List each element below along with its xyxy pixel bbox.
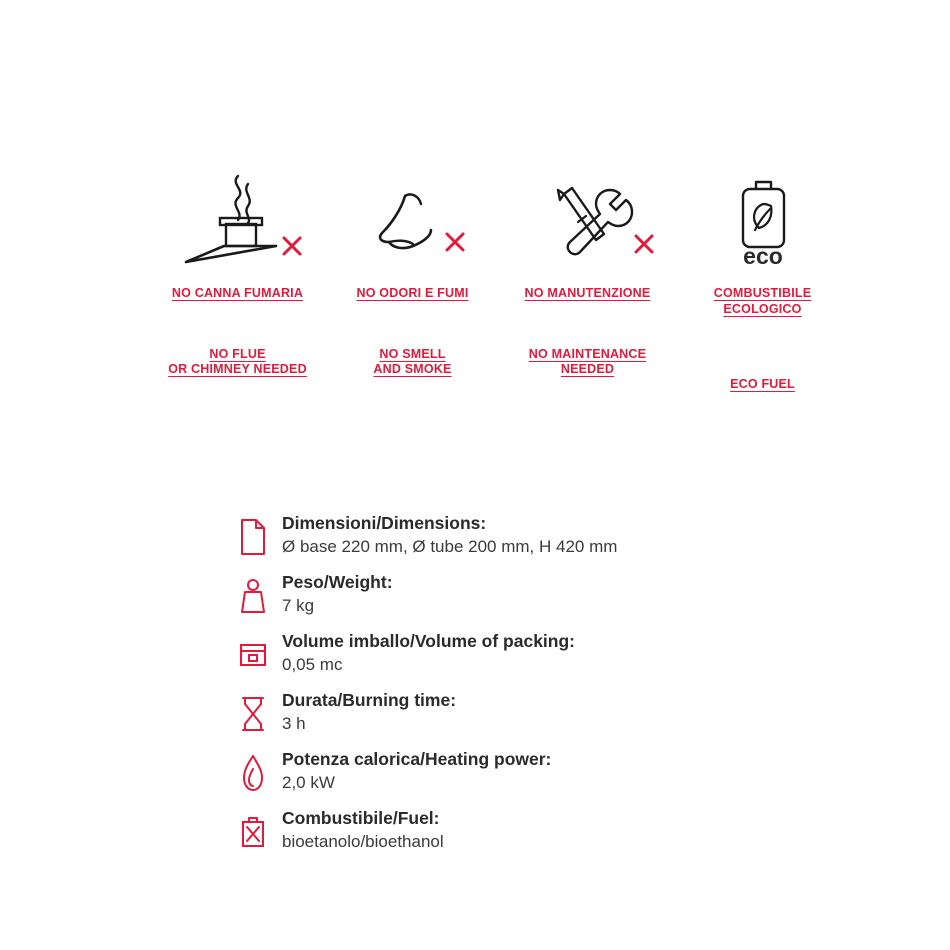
- spec-row: [238, 689, 878, 737]
- eco-fuel-can-icon: [693, 160, 833, 270]
- feature-label-en: [373, 347, 451, 378]
- spec-title: Dimensioni/Dimensions:: [282, 513, 487, 533]
- feature-label-en: ECO FUEL: [730, 377, 795, 392]
- feature-eco-fuel: [675, 160, 850, 410]
- spec-row: [238, 807, 878, 855]
- spec-value: 7 kg: [282, 595, 315, 615]
- feature-label-en-line1: NO SMELL: [379, 346, 446, 361]
- feature-label-en: [529, 347, 646, 378]
- feature-no-smell-labels: [356, 270, 468, 410]
- feature-no-flue-labels: [168, 270, 307, 410]
- feature-no-smell: [325, 160, 500, 410]
- spec-title: Combustibile/Fuel:: [282, 808, 440, 828]
- spec-text: [278, 689, 456, 736]
- feature-eco-fuel-labels: [714, 270, 812, 410]
- spec-text: [278, 512, 617, 559]
- dimensions-page-icon: [238, 512, 278, 560]
- chimney-smoke-icon: [168, 160, 308, 270]
- spec-title: Potenza calorica/Heating power:: [282, 749, 552, 769]
- spec-text: [278, 571, 393, 618]
- feature-label-en-line2: NEEDED: [560, 362, 615, 377]
- feature-label-en-line1: NO FLUE: [209, 346, 266, 361]
- weight-icon: [238, 571, 278, 619]
- spec-row: [238, 630, 878, 678]
- spec-text: [278, 807, 444, 854]
- spec-title: Durata/Burning time:: [282, 690, 457, 710]
- feature-label-it: [714, 286, 812, 317]
- spec-value: 2,0 kW: [282, 772, 335, 792]
- spec-row: [238, 571, 878, 619]
- spec-value: Ø base 220 mm, Ø tube 200 mm, H 420 mm: [282, 536, 618, 556]
- specifications-list: [238, 512, 878, 866]
- flame-icon: [238, 748, 278, 796]
- feature-label-it: NO MANUTENZIONE: [524, 286, 651, 300]
- feature-label-it: NO ODORI E FUMI: [356, 286, 469, 300]
- spec-value: 3 h: [282, 713, 306, 733]
- spec-row: [238, 512, 878, 560]
- feature-label-it: NO CANNA FUMARIA: [171, 286, 304, 300]
- feature-no-flue: [150, 160, 325, 410]
- spec-row: [238, 748, 878, 796]
- spec-text: [278, 630, 575, 677]
- spec-title: Peso/Weight:: [282, 572, 393, 592]
- spec-title: Volume imballo/Volume of packing:: [282, 631, 575, 651]
- spec-text: [278, 748, 551, 795]
- spec-value: 0,05 mc: [282, 654, 343, 674]
- spec-value: bioetanolo/bioethanol: [282, 831, 444, 851]
- feature-no-maintenance: [500, 160, 675, 410]
- eco-badge-text: eco: [742, 243, 783, 269]
- feature-label-en: [168, 347, 307, 378]
- feature-icon-row: [150, 160, 850, 410]
- feature-label-en-line2: AND SMOKE: [373, 362, 452, 377]
- packing-box-icon: [238, 630, 278, 678]
- feature-label-en-line2: OR CHIMNEY NEEDED: [168, 362, 307, 377]
- feature-label-it-line1: COMBUSTIBILE: [713, 286, 812, 300]
- feature-no-maintenance-labels: [525, 270, 651, 410]
- feature-label-en-line1: NO MAINTENANCE: [528, 346, 647, 361]
- fuel-can-icon: [238, 807, 278, 855]
- hourglass-icon: [238, 689, 278, 737]
- feature-label-it-line2: ECOLOGICO: [723, 301, 802, 316]
- nose-smell-icon: [343, 160, 483, 270]
- tools-maintenance-icon: [518, 160, 658, 270]
